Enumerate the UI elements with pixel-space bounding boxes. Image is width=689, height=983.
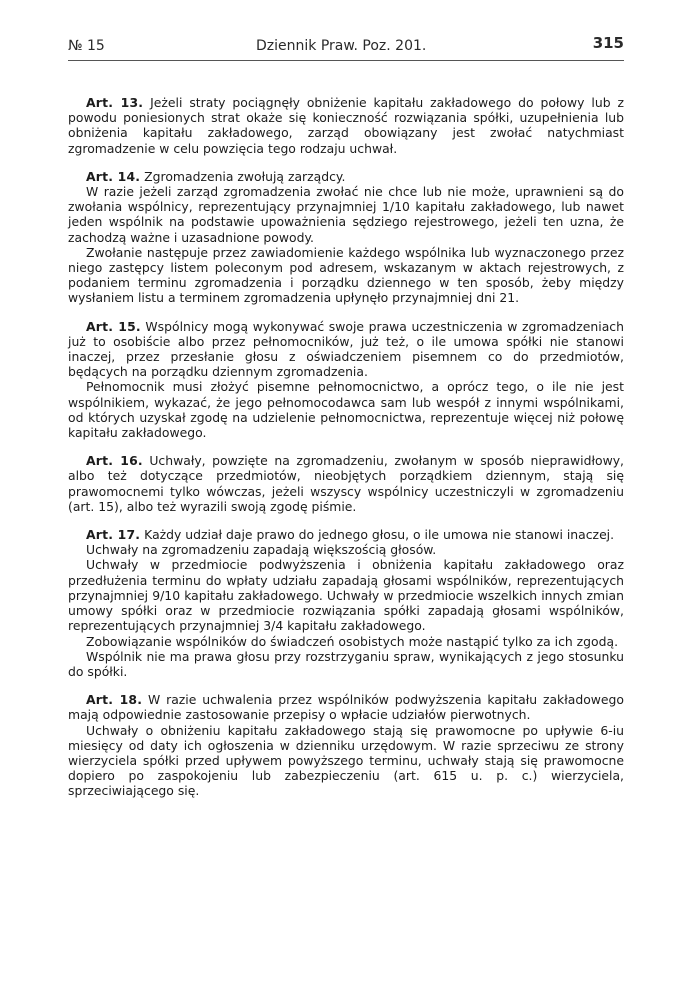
paragraph-text: Uchwały o obniżeniu kapitału zakładowego stają się prawomocne po upływie 6-iu miesięcy od daty ich ogłoszenia w dzienniku urzędowym. W razie sprzeciwu ze strony wierzyciela spółki przed upływem powyższego terminu, uchwały stają się prawomocne dopiero po zaspokojeniu lub zabezpieczeniu (art. 615 u. p. c.) wierzyciela, sprzeciwiającego się. <box>68 722 624 799</box>
paragraph-text: Zwołanie następuje przez zawiadomienie każdego wspólnika lub wyznaczonego przez niego zastępcy listem poleconym pod adresem, wskazanym w aktach rejestrowych, z podaniem terminu zgromadzenia i porządku dziennego w ten sposób, żeby między wysłaniem listu a terminem zgromadzenia upłynęło przynajmniej dni 21. <box>68 244 624 306</box>
running-title: Dziennik Praw. Poz. 201. <box>256 38 427 54</box>
article-paragraph <box>68 634 624 649</box>
article-13 <box>68 95 624 156</box>
article-paragraph <box>68 379 624 440</box>
article-label: Art. 18. <box>86 692 143 708</box>
paragraph-text: Uchwały w przedmiocie podwyższenia i obniżenia kapitału zakładowego oraz przedłużenia terminu do wpłaty udziału zapadają głosami wspólników, reprezentujących przynajmniej 9/10 kapitału zakładowego. Uchwały w przedmiocie wszelkich innych zmian umowy spółki oraz w przedmiocie rozwiązania spółki zapadają głosami wspólników, reprezentujących przynajmniej 3/4 kapitału zakładowego. <box>68 557 624 634</box>
paragraph-text: Uchwały na zgromadzeniu zapadają większością głosów. <box>86 542 437 558</box>
paragraph-text: Wspólnicy mogą wykonywać swoje prawa uczestniczenia w zgromadzeniach już to osobiście albo przez pełnomocników, już też, o ile umowa spółki nie stanowi inaczej, przez przesłanie głosu z oświadczeniem pisemnem co do przedmiotów, będących na porządku dziennym zgromadzenia. <box>68 318 624 380</box>
article-paragraph <box>68 542 624 557</box>
article-paragraph <box>68 527 624 542</box>
article-paragraph <box>68 453 624 514</box>
paragraph-text: Zobowiązanie wspólników do świadczeń osobistych może nastąpić tylko za ich zgodą. <box>86 633 619 649</box>
article-14 <box>68 169 624 306</box>
paragraph-text: Każdy udział daje prawo do jednego głosu, o ile umowa nie stanowi inaczej. <box>144 527 615 543</box>
paragraph-text: W razie uchwalenia przez wspólników podwyższenia kapitału zakładowego mają odpowiednie zastosowanie przepisy o wpłacie udziałów pierwotnych. <box>68 692 624 723</box>
article-paragraph <box>68 245 624 306</box>
article-paragraph <box>68 692 624 722</box>
article-paragraph <box>68 184 624 245</box>
paragraph-text: Zgromadzenia zwołują zarządcy. <box>144 168 346 184</box>
article-paragraph <box>68 95 624 156</box>
paragraph-text: Pełnomocnik musi złożyć pisemne pełnomocnictwo, a oprócz tego, o ile nie jest wspólnikiem, wykazać, że jego pełnomocodawca sam lub wespół z innymi wspólnikami, od których uzyskał zgodę na udzielenie pełnomocnictwa, reprezentuje więcej niż połowę kapitału zakładowego. <box>68 379 624 441</box>
paragraph-text: W razie jeżeli zarząd zgromadzenia zwołać nie chce lub nie może, uprawnieni są do zwołania wspólnicy, reprezentujący przynajmniej 1/10 kapitału zakładowego, lub nawet jeden wspólnik na podstawie upoważnienia sędziego rejestrowego, jeżeli ten uzna, że zachodzą ważne i uzasadnione powody. <box>68 184 624 245</box>
document-body <box>68 95 624 799</box>
article-label: Art. 14. <box>86 168 141 184</box>
article-paragraph <box>68 169 624 184</box>
page-header <box>68 30 624 61</box>
paragraph-text: Jeżeli straty pociągnęły obniżenie kapitału zakładowego do połowy lub z powodu poniesionych strat okaże się konieczność rozwiązania spółki, uzupełnienia lub obniżenia kapitału zakładowego, zarząd obowiązany jest zwołać natychmiast zgromadzenie w celu powzięcia tego rodzaju uchwał. <box>68 95 624 156</box>
issue-number: № 15 <box>68 38 105 54</box>
article-label: Art. 13. <box>86 95 144 110</box>
article-label: Art. 17. <box>86 527 141 543</box>
article-label: Art. 15. <box>86 318 141 334</box>
page-number: 315 <box>592 34 624 52</box>
article-label: Art. 16. <box>86 453 143 469</box>
document-page <box>68 30 624 799</box>
article-paragraph <box>68 319 624 380</box>
paragraph-text: Wspólnik nie ma prawa głosu przy rozstrzyganiu spraw, wynikających z jego stosunku do spółki. <box>68 648 624 679</box>
article-16 <box>68 453 624 514</box>
article-paragraph <box>68 723 624 799</box>
article-paragraph <box>68 557 624 633</box>
paragraph-text: Uchwały, powzięte na zgromadzeniu, zwołanym w sposób nieprawidłowy, albo też dotyczące przedmiotów, nieobjętych porządkiem dziennym, stają się prawomocnemi tylko wówczas, jeżeli wszyscy wspólnicy uczestniczyli w zgromadzeniu (art. 15), albo też wyrazili swoją zgodę piśmie. <box>68 453 624 514</box>
article-17 <box>68 527 624 679</box>
article-paragraph <box>68 649 624 679</box>
article-18 <box>68 692 624 798</box>
article-15 <box>68 319 624 441</box>
